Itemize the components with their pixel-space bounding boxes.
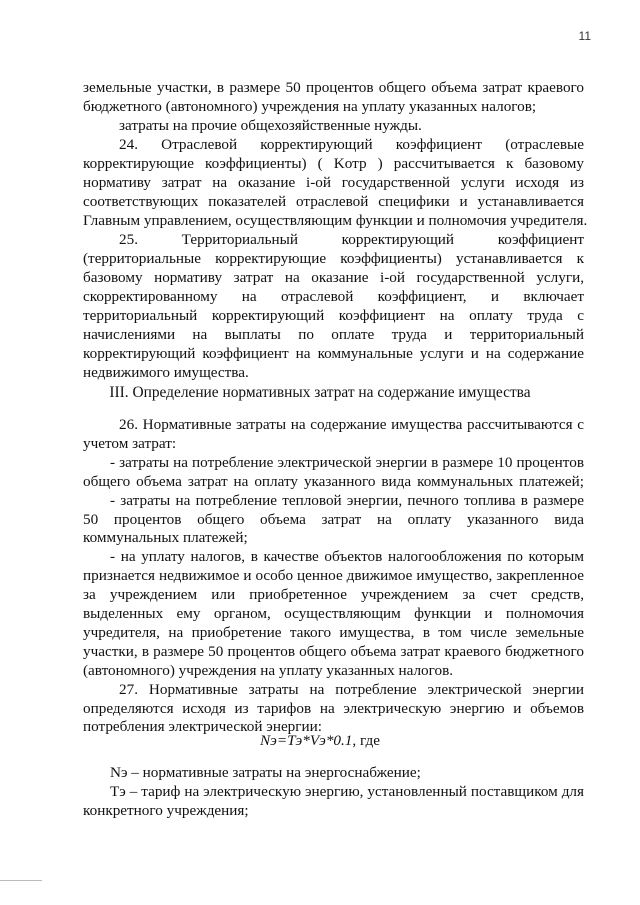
text-line: потребления электрической энергии:	[83, 718, 322, 736]
formula	[0, 731, 640, 750]
text-line: 50 процентов общего объема затрат на оплату указанного вида	[83, 510, 584, 528]
text-line: Nэ – нормативные затраты на энергоснабжение;	[110, 764, 421, 781]
text-line: учетом затрат:	[83, 434, 177, 452]
formula-suffix: , где	[352, 732, 380, 749]
text-line: 24. Отраслевой корректирующий коэффициент (отраслевые	[119, 136, 584, 153]
text-line: корректирующие коэффициенты) ( Kотр ) рассчитывается к базовому	[83, 155, 584, 172]
text-line: определяются исходя из тарифов на электрическую энергию и объемов	[83, 699, 584, 717]
text-line: конкретного учреждения;	[83, 802, 249, 819]
section-heading: III. Определение нормативных затрат на содержание имущества	[109, 384, 531, 401]
text-line: затраты на прочие общехозяйственные нужды.	[119, 117, 422, 134]
text-line: начислениями на выплаты по оплате труда и территориальный	[83, 326, 584, 343]
text-line: выделенных ему органом, осуществляющим функции и полномочия	[83, 605, 584, 622]
text-line: недвижимого имущества.	[83, 364, 249, 381]
text-line: учредителя, на приобретение такого имущества, в том числе земельные	[83, 623, 584, 641]
text-line: коммунальных платежей;	[83, 529, 248, 547]
text-line: 27. Нормативные затраты на потребление электрической энергии	[119, 680, 584, 698]
text-line: Главным управлением, осуществляющим функции и полномочия учредителя.	[83, 212, 588, 229]
text-line: скорректированному на отраслевой коэффициент, и включает	[83, 288, 584, 305]
text-line: - затраты на потребление тепловой энергии, печного топлива в размере	[110, 491, 584, 509]
text-line: общего объема затрат на оплату указанного вида коммунальных платежей;	[83, 472, 584, 490]
page-number: 11	[578, 29, 591, 43]
text-line: (территориальные корректирующие коэффициенты) устанавливается к	[83, 250, 584, 267]
text-line: базовому нормативу затрат на оказание i-ой государственной услуги,	[83, 269, 584, 286]
text-line: корректирующий коэффициент на коммунальные услуги и на содержание	[83, 345, 584, 362]
text-line: признается недвижимое и особо ценное движимое имущество, закрепленное	[83, 567, 584, 585]
formula-expression: Nэ=Tэ*Vэ*0.1	[260, 732, 353, 749]
text-line: земельные участки, в размере 50 процентов общего объема затрат краевого	[83, 79, 584, 96]
text-line: 26. Нормативные затраты на содержание имущества рассчитываются с	[119, 416, 584, 433]
text-line: бюджетного (автономного) учреждения на уплату указанных налогов;	[83, 98, 537, 115]
footer-rule	[0, 880, 42, 881]
text-line: участки, в размере 50 процентов общего объема затрат краевого бюджетного	[83, 642, 584, 660]
text-line: за учреждением или приобретенное учреждением за счет средств,	[83, 586, 584, 604]
text-line: нормативу затрат на оказание i-ой государственной услуги исходя из	[83, 174, 584, 191]
text-line: (автономного) учреждения на уплату указанных налогов.	[83, 661, 454, 679]
text-line: соответствующих показателей отраслевой специфики и устанавливается	[83, 193, 584, 210]
text-line: Tэ – тариф на электрическую энергию, установленный поставщиком для	[110, 783, 584, 800]
text-line: - на уплату налогов, в качестве объектов налогообложения по которым	[110, 548, 584, 566]
text-line: территориальный корректирующий коэффициент на оплату труда с	[83, 307, 584, 324]
text-line: - затраты на потребление электрической энергии в размере 10 процентов	[110, 453, 584, 471]
text-line: 25. Территориальный корректирующий коэффициент	[119, 231, 584, 248]
